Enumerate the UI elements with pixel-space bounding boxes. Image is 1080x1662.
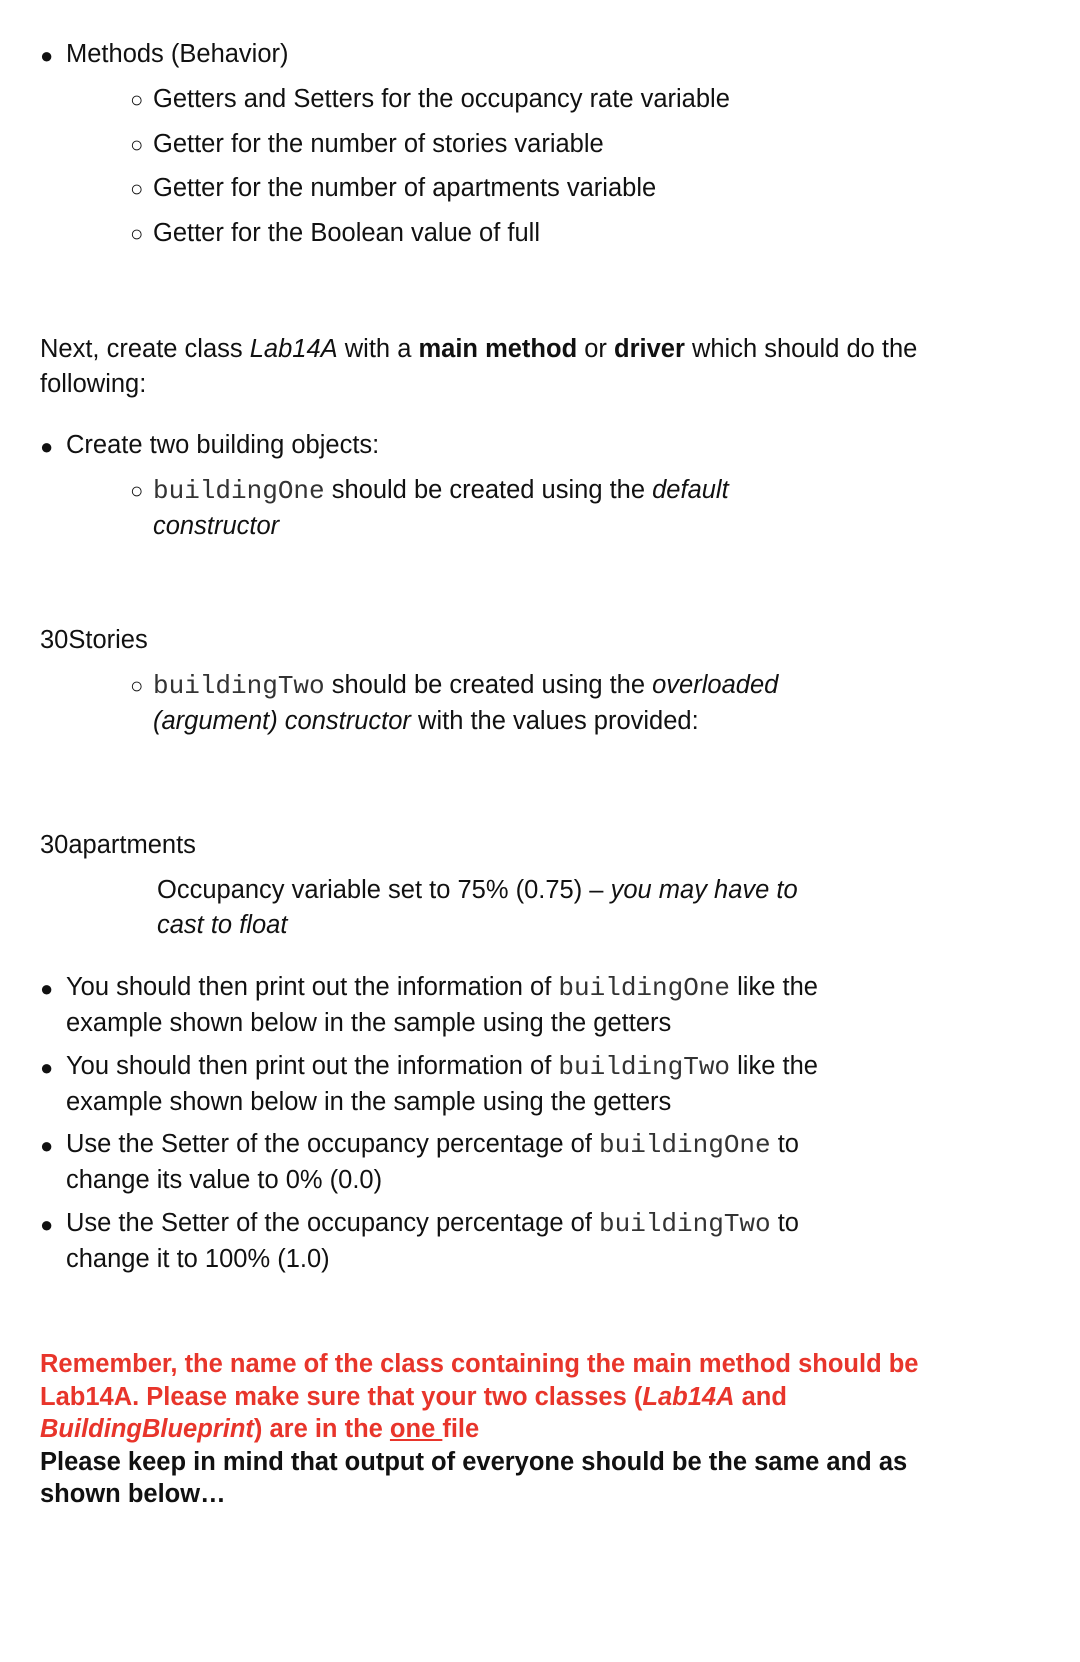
bullet-dot: ● [40, 434, 54, 459]
occupancy-item: Occupancy variable set to 75% (0.75) – you may have to cast to float [157, 876, 798, 939]
action-item: You should then print out the information of buildingOne like the example shown below in the sample using the getters [66, 973, 818, 1037]
bullet-dot: ● [40, 1133, 54, 1158]
method-item: Getter for the Boolean value of full [153, 219, 540, 247]
sub-bullet-circle: ○ [130, 221, 144, 246]
output-note: Please keep in mind that output of everyone should be the same and as [40, 1447, 908, 1476]
apartments-label: 30apartments [40, 831, 196, 859]
stories-label: 30Stories [40, 626, 148, 654]
sub-bullet-circle: ○ [130, 87, 144, 112]
reminder-line: Lab14A. Please make sure that your two classes (Lab14A and [40, 1382, 787, 1411]
output-note: shown below… [40, 1480, 226, 1508]
action-item: Use the Setter of the occupancy percentage of buildingTwo to change it to 100% (1.0) [66, 1209, 799, 1273]
bullet-dot: ● [40, 1055, 54, 1080]
sub-bullet-circle: ○ [130, 673, 144, 698]
sub-bullet-circle: ○ [130, 132, 144, 157]
method-item: Getter for the number of stories variable [153, 130, 604, 158]
bullet-dot: ● [40, 1212, 54, 1237]
method-item: Getters and Setters for the occupancy rate variable [153, 85, 730, 113]
reminder-line: BuildingBlueprint) are in the one file [40, 1415, 480, 1443]
reminder-block [40, 1348, 1060, 1511]
action-item: You should then print out the information of buildingTwo like the example shown below in the sample using the getters [66, 1052, 818, 1116]
methods-heading: Methods (Behavior) [66, 40, 289, 68]
building-two-item: buildingTwo should be created using the overloaded (argument) constructor with the values provided: [153, 671, 779, 735]
sub-bullet-circle: ○ [130, 176, 144, 201]
next-paragraph: Next, create class Lab14A with a main method or driver which should do the following: [40, 335, 918, 398]
method-item: Getter for the number of apartments variable [153, 174, 657, 202]
sub-bullet-circle: ○ [130, 478, 144, 503]
bullet-dot: ● [40, 976, 54, 1001]
reminder-line: Remember, the name of the class containing the main method should be [40, 1350, 919, 1378]
bullet-dot: ● [40, 43, 54, 68]
action-item: Use the Setter of the occupancy percentage of buildingOne to change its value to 0% (0.0) [66, 1130, 799, 1194]
building-one-item: buildingOne should be created using the default constructor [153, 476, 729, 540]
create-heading: Create two building objects: [66, 431, 380, 459]
